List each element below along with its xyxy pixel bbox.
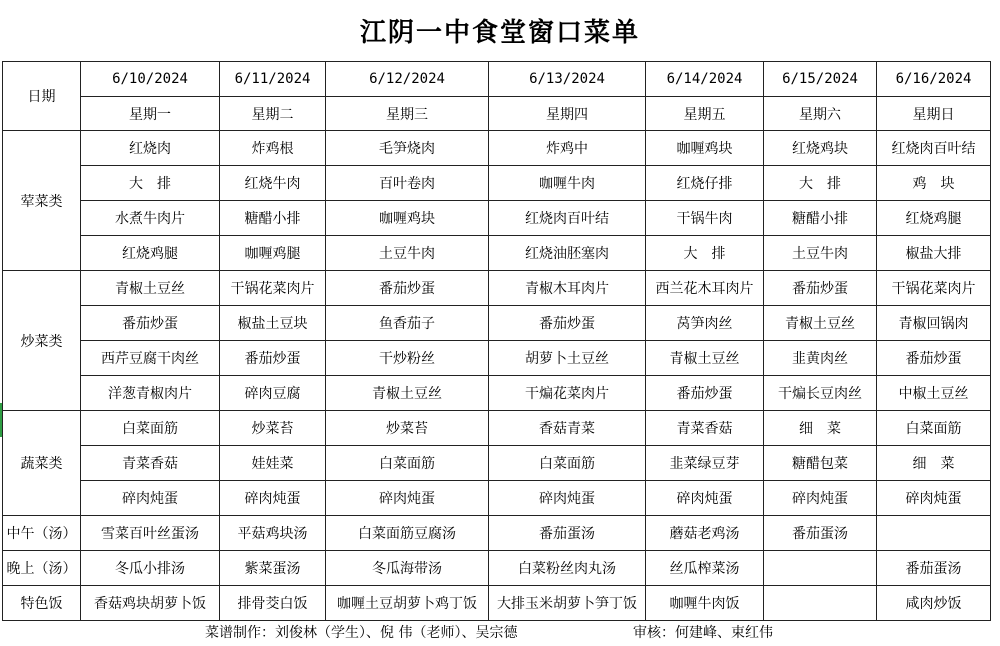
footer — [0, 614, 1000, 646]
dish-cell — [764, 551, 877, 586]
menu-row — [3, 131, 991, 166]
dish-cell: 番茄蛋汤 — [489, 516, 646, 551]
extra-row — [3, 551, 991, 586]
dish-cell: 中椒土豆丝 — [877, 376, 991, 411]
dish-cell: 娃娃菜 — [220, 446, 326, 481]
weekday-cell: 星期五 — [646, 97, 764, 131]
weekday-cell: 星期四 — [489, 97, 646, 131]
dish-cell: 鸡 块 — [877, 166, 991, 201]
dish-cell: 番茄蛋汤 — [764, 516, 877, 551]
dish-cell: 丝瓜榨菜汤 — [646, 551, 764, 586]
dish-cell: 碎肉炖蛋 — [81, 481, 220, 516]
date-cell: 6/13/2024 — [489, 62, 646, 97]
dish-cell: 红烧肉百叶结 — [877, 131, 991, 166]
dish-cell: 糖醋小排 — [220, 201, 326, 236]
menu-row — [3, 411, 991, 446]
dish-cell: 红烧肉 — [81, 131, 220, 166]
dish-cell: 青椒木耳肉片 — [489, 271, 646, 306]
dish-cell: 香菇青菜 — [489, 411, 646, 446]
dish-cell — [877, 516, 991, 551]
weekday-cell: 星期二 — [220, 97, 326, 131]
dish-cell: 干煸长豆肉丝 — [764, 376, 877, 411]
dish-cell: 大 排 — [764, 166, 877, 201]
extra-row — [3, 516, 991, 551]
dish-cell: 干煸花菜肉片 — [489, 376, 646, 411]
dish-cell: 番茄蛋汤 — [877, 551, 991, 586]
category-label: 荤菜类 — [3, 131, 81, 271]
dish-cell: 冬瓜小排汤 — [81, 551, 220, 586]
dish-cell: 百叶卷肉 — [326, 166, 489, 201]
dish-cell: 土豆牛肉 — [764, 236, 877, 271]
dish-cell: 糖醋包菜 — [764, 446, 877, 481]
dish-cell: 韭黄肉丝 — [764, 341, 877, 376]
dish-cell: 排骨茭白饭 — [220, 586, 326, 621]
dish-cell: 炒菜苔 — [326, 411, 489, 446]
dish-cell: 碎肉炖蛋 — [877, 481, 991, 516]
dish-cell: 咖喱牛肉 — [489, 166, 646, 201]
menu-table — [2, 61, 991, 621]
category-label: 炒菜类 — [3, 271, 81, 411]
dish-cell: 咸肉炒饭 — [877, 586, 991, 621]
footer-auditor: 审核：何建峰、束红伟 — [633, 625, 773, 641]
dish-cell: 番茄炒蛋 — [220, 341, 326, 376]
dish-cell: 毛笋烧肉 — [326, 131, 489, 166]
dish-cell: 土豆牛肉 — [326, 236, 489, 271]
dish-cell: 香菇鸡块胡萝卜饭 — [81, 586, 220, 621]
dish-cell: 白菜粉丝肉丸汤 — [489, 551, 646, 586]
selection-marker — [0, 403, 2, 437]
dish-cell: 干炒粉丝 — [326, 341, 489, 376]
dish-cell: 青菜香菇 — [646, 411, 764, 446]
dish-cell: 碎肉豆腐 — [220, 376, 326, 411]
dish-cell: 白菜面筋 — [81, 411, 220, 446]
menu-row — [3, 166, 991, 201]
weekday-cell: 星期日 — [877, 97, 991, 131]
date-cell: 6/12/2024 — [326, 62, 489, 97]
page-title: 江阴一中食堂窗口菜单 — [359, 17, 640, 48]
dish-cell: 咖喱鸡腿 — [220, 236, 326, 271]
dish-cell: 青椒回锅肉 — [877, 306, 991, 341]
dish-cell: 咖喱土豆胡萝卜鸡丁饭 — [326, 586, 489, 621]
dish-cell: 红烧肉百叶结 — [489, 201, 646, 236]
dish-cell: 西兰花木耳肉片 — [646, 271, 764, 306]
dish-cell: 细 菜 — [764, 411, 877, 446]
menu-row — [3, 376, 991, 411]
row-label: 晚上（汤） — [3, 551, 81, 586]
dish-cell: 白菜面筋 — [326, 446, 489, 481]
menu-row — [3, 446, 991, 481]
menu-row — [3, 271, 991, 306]
dish-cell: 莴笋肉丝 — [646, 306, 764, 341]
dish-cell: 炸鸡中 — [489, 131, 646, 166]
row-label: 特色饭 — [3, 586, 81, 621]
dish-cell: 鱼香茄子 — [326, 306, 489, 341]
date-cell: 6/15/2024 — [764, 62, 877, 97]
menu-row — [3, 236, 991, 271]
dish-cell: 大排玉米胡萝卜笋丁饭 — [489, 586, 646, 621]
dish-cell: 青椒土豆丝 — [81, 271, 220, 306]
dish-cell: 青椒土豆丝 — [646, 341, 764, 376]
dish-cell: 咖喱鸡块 — [326, 201, 489, 236]
dish-cell: 胡萝卜土豆丝 — [489, 341, 646, 376]
date-cell: 6/10/2024 — [81, 62, 220, 97]
dish-cell: 碎肉炖蛋 — [646, 481, 764, 516]
menu-body — [3, 62, 991, 621]
weekday-row — [3, 97, 991, 131]
weekday-cell: 星期三 — [326, 97, 489, 131]
dish-cell: 白菜面筋 — [489, 446, 646, 481]
dish-cell: 咖喱牛肉饭 — [646, 586, 764, 621]
dish-cell: 碎肉炖蛋 — [489, 481, 646, 516]
dish-cell: 碎肉炖蛋 — [220, 481, 326, 516]
dish-cell: 番茄炒蛋 — [81, 306, 220, 341]
date-label: 日期 — [3, 62, 81, 131]
dish-cell: 番茄炒蛋 — [489, 306, 646, 341]
dish-cell: 韭菜绿豆芽 — [646, 446, 764, 481]
dish-cell: 碎肉炖蛋 — [764, 481, 877, 516]
weekday-cell: 星期一 — [81, 97, 220, 131]
dish-cell: 大 排 — [646, 236, 764, 271]
dish-cell: 西芹豆腐干肉丝 — [81, 341, 220, 376]
dish-cell: 红烧鸡腿 — [877, 201, 991, 236]
dish-cell: 雪菜百叶丝蛋汤 — [81, 516, 220, 551]
dish-cell: 白菜面筋 — [877, 411, 991, 446]
dish-cell: 青椒土豆丝 — [764, 306, 877, 341]
dish-cell: 干锅花菜肉片 — [220, 271, 326, 306]
dish-cell: 咖喱鸡块 — [646, 131, 764, 166]
dish-cell: 青椒土豆丝 — [326, 376, 489, 411]
date-cell: 6/14/2024 — [646, 62, 764, 97]
dish-cell: 蘑菇老鸡汤 — [646, 516, 764, 551]
dish-cell: 红烧油胚塞肉 — [489, 236, 646, 271]
dish-cell: 椒盐大排 — [877, 236, 991, 271]
dish-cell: 紫菜蛋汤 — [220, 551, 326, 586]
dish-cell: 炒菜苔 — [220, 411, 326, 446]
dish-cell: 大 排 — [81, 166, 220, 201]
menu-row — [3, 341, 991, 376]
dish-cell: 平菇鸡块汤 — [220, 516, 326, 551]
dish-cell: 干锅花菜肉片 — [877, 271, 991, 306]
dish-cell: 干锅牛肉 — [646, 201, 764, 236]
dish-cell: 番茄炒蛋 — [326, 271, 489, 306]
category-label: 蔬菜类 — [3, 411, 81, 516]
dish-cell: 红烧鸡块 — [764, 131, 877, 166]
dish-cell: 椒盐土豆块 — [220, 306, 326, 341]
row-label: 中午（汤） — [3, 516, 81, 551]
dish-cell: 炸鸡根 — [220, 131, 326, 166]
dish-cell: 糖醋小排 — [764, 201, 877, 236]
dish-cell: 红烧鸡腿 — [81, 236, 220, 271]
menu-row — [3, 306, 991, 341]
dish-cell: 水煮牛肉片 — [81, 201, 220, 236]
menu-row — [3, 481, 991, 516]
date-cell: 6/11/2024 — [220, 62, 326, 97]
dish-cell: 冬瓜海带汤 — [326, 551, 489, 586]
dish-cell: 洋葱青椒肉片 — [81, 376, 220, 411]
dish-cell: 番茄炒蛋 — [877, 341, 991, 376]
dish-cell: 番茄炒蛋 — [646, 376, 764, 411]
date-cell: 6/16/2024 — [877, 62, 991, 97]
menu-row — [3, 201, 991, 236]
dish-cell: 红烧牛肉 — [220, 166, 326, 201]
weekday-cell: 星期六 — [764, 97, 877, 131]
footer-maker: 菜谱制作：刘俊林（学生）、倪 伟（老师）、吴宗德 — [205, 625, 518, 641]
dish-cell: 细 菜 — [877, 446, 991, 481]
dish-cell: 碎肉炖蛋 — [326, 481, 489, 516]
dish-cell: 红烧仔排 — [646, 166, 764, 201]
dish-cell: 青菜香菇 — [81, 446, 220, 481]
date-row — [3, 62, 991, 97]
dish-cell: 白菜面筋豆腐汤 — [326, 516, 489, 551]
dish-cell: 番茄炒蛋 — [764, 271, 877, 306]
